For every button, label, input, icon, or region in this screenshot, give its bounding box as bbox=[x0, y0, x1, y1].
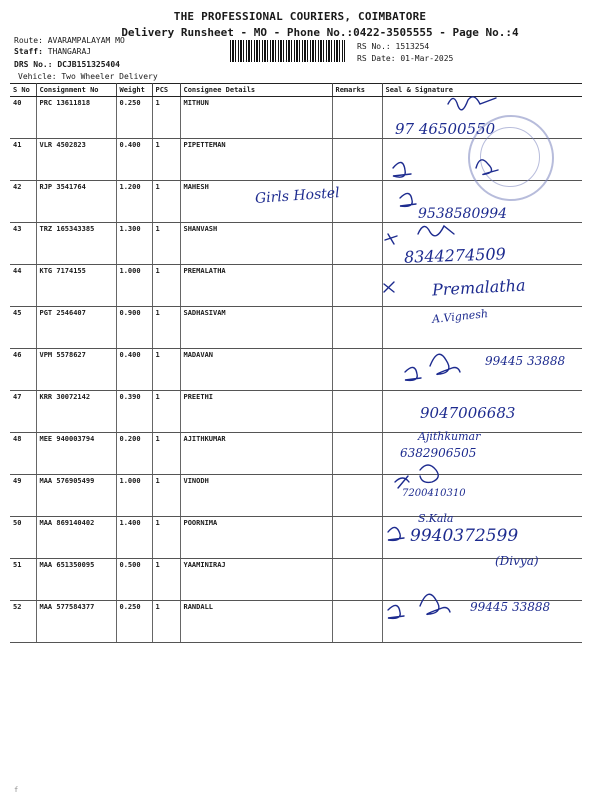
col-consignee: Consignee Details bbox=[180, 84, 332, 97]
table-header-row bbox=[10, 84, 582, 97]
handwritten-phone-47: 9047006683 bbox=[420, 404, 516, 422]
cell-weight: 0.390 bbox=[116, 391, 152, 433]
handwritten-name-48: Ajithkumar bbox=[418, 430, 481, 443]
cell-remarks bbox=[332, 559, 382, 601]
cell-remarks bbox=[332, 391, 382, 433]
cell-name: MAHESH bbox=[180, 181, 332, 223]
handwritten-name-50: S.Kala bbox=[418, 512, 454, 525]
cell-pcs: 1 bbox=[152, 601, 180, 643]
cell-weight: 1.300 bbox=[116, 223, 152, 265]
cell-pcs: 1 bbox=[152, 391, 180, 433]
cell-cons: VLR 4502823 bbox=[36, 139, 116, 181]
cell-remarks bbox=[332, 349, 382, 391]
drs-value: DCJB151325404 bbox=[57, 60, 120, 69]
cell-name: AJITHKUMAR bbox=[180, 433, 332, 475]
cell-remarks bbox=[332, 475, 382, 517]
cell-sno: 42 bbox=[10, 181, 36, 223]
cell-name: YAAMINIRAJ bbox=[180, 559, 332, 601]
drs-label: DRS No.: bbox=[14, 60, 53, 69]
cell-remarks bbox=[332, 601, 382, 643]
handwritten-phone-46: 99445 33888 bbox=[485, 354, 566, 368]
cell-cons: TRZ 165343385 bbox=[36, 223, 116, 265]
cell-pcs: 1 bbox=[152, 475, 180, 517]
vehicle-line: Vehicle: Two Wheeler Delivery bbox=[18, 72, 158, 81]
handwritten-phone-52: 99445 33888 bbox=[470, 600, 551, 614]
cell-sno: 48 bbox=[10, 433, 36, 475]
cell-remarks bbox=[332, 97, 382, 139]
handwritten-phone-40: 97 46500550 bbox=[395, 120, 496, 138]
col-pcs: PCS bbox=[152, 84, 180, 97]
cell-pcs: 1 bbox=[152, 139, 180, 181]
handwritten-phone-49: 7200410310 bbox=[402, 488, 466, 499]
cell-name: MADAVAN bbox=[180, 349, 332, 391]
handwritten-name-44: Premalatha bbox=[431, 275, 526, 300]
cell-name: PIPETTEMAN bbox=[180, 139, 332, 181]
cell-weight: 0.900 bbox=[116, 307, 152, 349]
cell-weight: 0.400 bbox=[116, 139, 152, 181]
cell-remarks bbox=[332, 223, 382, 265]
col-signature: Seal & Signature bbox=[382, 84, 582, 97]
cell-remarks bbox=[332, 265, 382, 307]
cell-cons: MAA 577584377 bbox=[36, 601, 116, 643]
cell-remarks bbox=[332, 517, 382, 559]
cell-remarks bbox=[332, 433, 382, 475]
cell-name: VINODH bbox=[180, 475, 332, 517]
cell-sno: 50 bbox=[10, 517, 36, 559]
cell-sno: 43 bbox=[10, 223, 36, 265]
cell-cons: VPM 5578627 bbox=[36, 349, 116, 391]
cell-pcs: 1 bbox=[152, 349, 180, 391]
cell-weight: 0.250 bbox=[116, 601, 152, 643]
cell-weight: 1.000 bbox=[116, 475, 152, 517]
cell-weight: 0.400 bbox=[116, 349, 152, 391]
cell-cons: KTG 7174155 bbox=[36, 265, 116, 307]
cell-cons: MAA 869140402 bbox=[36, 517, 116, 559]
staff-line bbox=[14, 47, 91, 56]
handwritten-name-45: A.Vignesh bbox=[431, 307, 489, 326]
staff-value: THANGARAJ bbox=[47, 47, 92, 56]
barcode bbox=[230, 40, 345, 62]
cell-name: PREETHI bbox=[180, 391, 332, 433]
rs-number: RS No.: 1513254 bbox=[357, 42, 430, 51]
cell-pcs: 1 bbox=[152, 265, 180, 307]
table-row bbox=[10, 307, 582, 349]
handwritten-phone-48: 6382906505 bbox=[400, 446, 477, 460]
cell-sig bbox=[382, 559, 582, 601]
cell-pcs: 1 bbox=[152, 181, 180, 223]
cell-pcs: 1 bbox=[152, 307, 180, 349]
cell-name: MITHUN bbox=[180, 97, 332, 139]
cell-pcs: 1 bbox=[152, 559, 180, 601]
route-value: AVARAMPALAYAM MO bbox=[47, 36, 125, 45]
cell-pcs: 1 bbox=[152, 97, 180, 139]
route-line bbox=[14, 36, 125, 45]
cell-sno: 52 bbox=[10, 601, 36, 643]
cell-cons: MEE 940003794 bbox=[36, 433, 116, 475]
cell-sno: 47 bbox=[10, 391, 36, 433]
cell-sno: 49 bbox=[10, 475, 36, 517]
rs-date: RS Date: 01-Mar-2025 bbox=[357, 54, 454, 63]
cell-sno: 51 bbox=[10, 559, 36, 601]
company-title: THE PROFESSIONAL COURIERS, COIMBATORE bbox=[173, 10, 427, 23]
cell-remarks bbox=[332, 181, 382, 223]
col-weight: Weight bbox=[116, 84, 152, 97]
cell-name: RANDALL bbox=[180, 601, 332, 643]
table-row bbox=[10, 433, 582, 475]
cell-cons: KRR 30072142 bbox=[36, 391, 116, 433]
cell-cons: PGT 2546407 bbox=[36, 307, 116, 349]
remark-girls-hostel: Girls Hostel bbox=[254, 185, 341, 207]
cell-sno: 40 bbox=[10, 97, 36, 139]
cell-name: SHANVASH bbox=[180, 223, 332, 265]
drs-line bbox=[14, 60, 120, 69]
handwritten-phone-50: 9940372599 bbox=[410, 526, 519, 546]
cell-name: POORNIMA bbox=[180, 517, 332, 559]
cell-weight: 1.400 bbox=[116, 517, 152, 559]
col-remarks: Remarks bbox=[332, 84, 382, 97]
cell-cons: RJP 3541764 bbox=[36, 181, 116, 223]
cell-remarks bbox=[332, 307, 382, 349]
handwritten-phone-43: 8344274509 bbox=[403, 244, 507, 267]
cell-name: SADHASIVAM bbox=[180, 307, 332, 349]
handwritten-phone-42: 9538580994 bbox=[418, 206, 508, 222]
cell-weight: 0.500 bbox=[116, 559, 152, 601]
table-row bbox=[10, 475, 582, 517]
corner-mark: f bbox=[14, 786, 19, 794]
runsheet-subtitle: Delivery Runsheet - MO - Phone No.:0422-3505555 - Page No.:4 bbox=[121, 26, 519, 39]
cell-pcs: 1 bbox=[152, 433, 180, 475]
route-label: Route: bbox=[14, 36, 43, 45]
cell-sno: 44 bbox=[10, 265, 36, 307]
handwritten-name-51: (Divya) bbox=[495, 554, 539, 568]
cell-cons: MAA 651350095 bbox=[36, 559, 116, 601]
cell-sno: 45 bbox=[10, 307, 36, 349]
cell-name: PREMALATHA bbox=[180, 265, 332, 307]
cell-weight: 1.200 bbox=[116, 181, 152, 223]
cell-remarks bbox=[332, 139, 382, 181]
cell-weight: 0.250 bbox=[116, 97, 152, 139]
cell-weight: 0.200 bbox=[116, 433, 152, 475]
cell-cons: MAA 576905499 bbox=[36, 475, 116, 517]
cell-weight: 1.000 bbox=[116, 265, 152, 307]
col-sno: S No bbox=[10, 84, 36, 97]
staff-label: Staff: bbox=[14, 47, 43, 56]
cell-pcs: 1 bbox=[152, 223, 180, 265]
cell-sno: 46 bbox=[10, 349, 36, 391]
cell-pcs: 1 bbox=[152, 517, 180, 559]
col-consignment: Consignment No bbox=[36, 84, 116, 97]
cell-sno: 41 bbox=[10, 139, 36, 181]
cell-cons: PRC 13611818 bbox=[36, 97, 116, 139]
